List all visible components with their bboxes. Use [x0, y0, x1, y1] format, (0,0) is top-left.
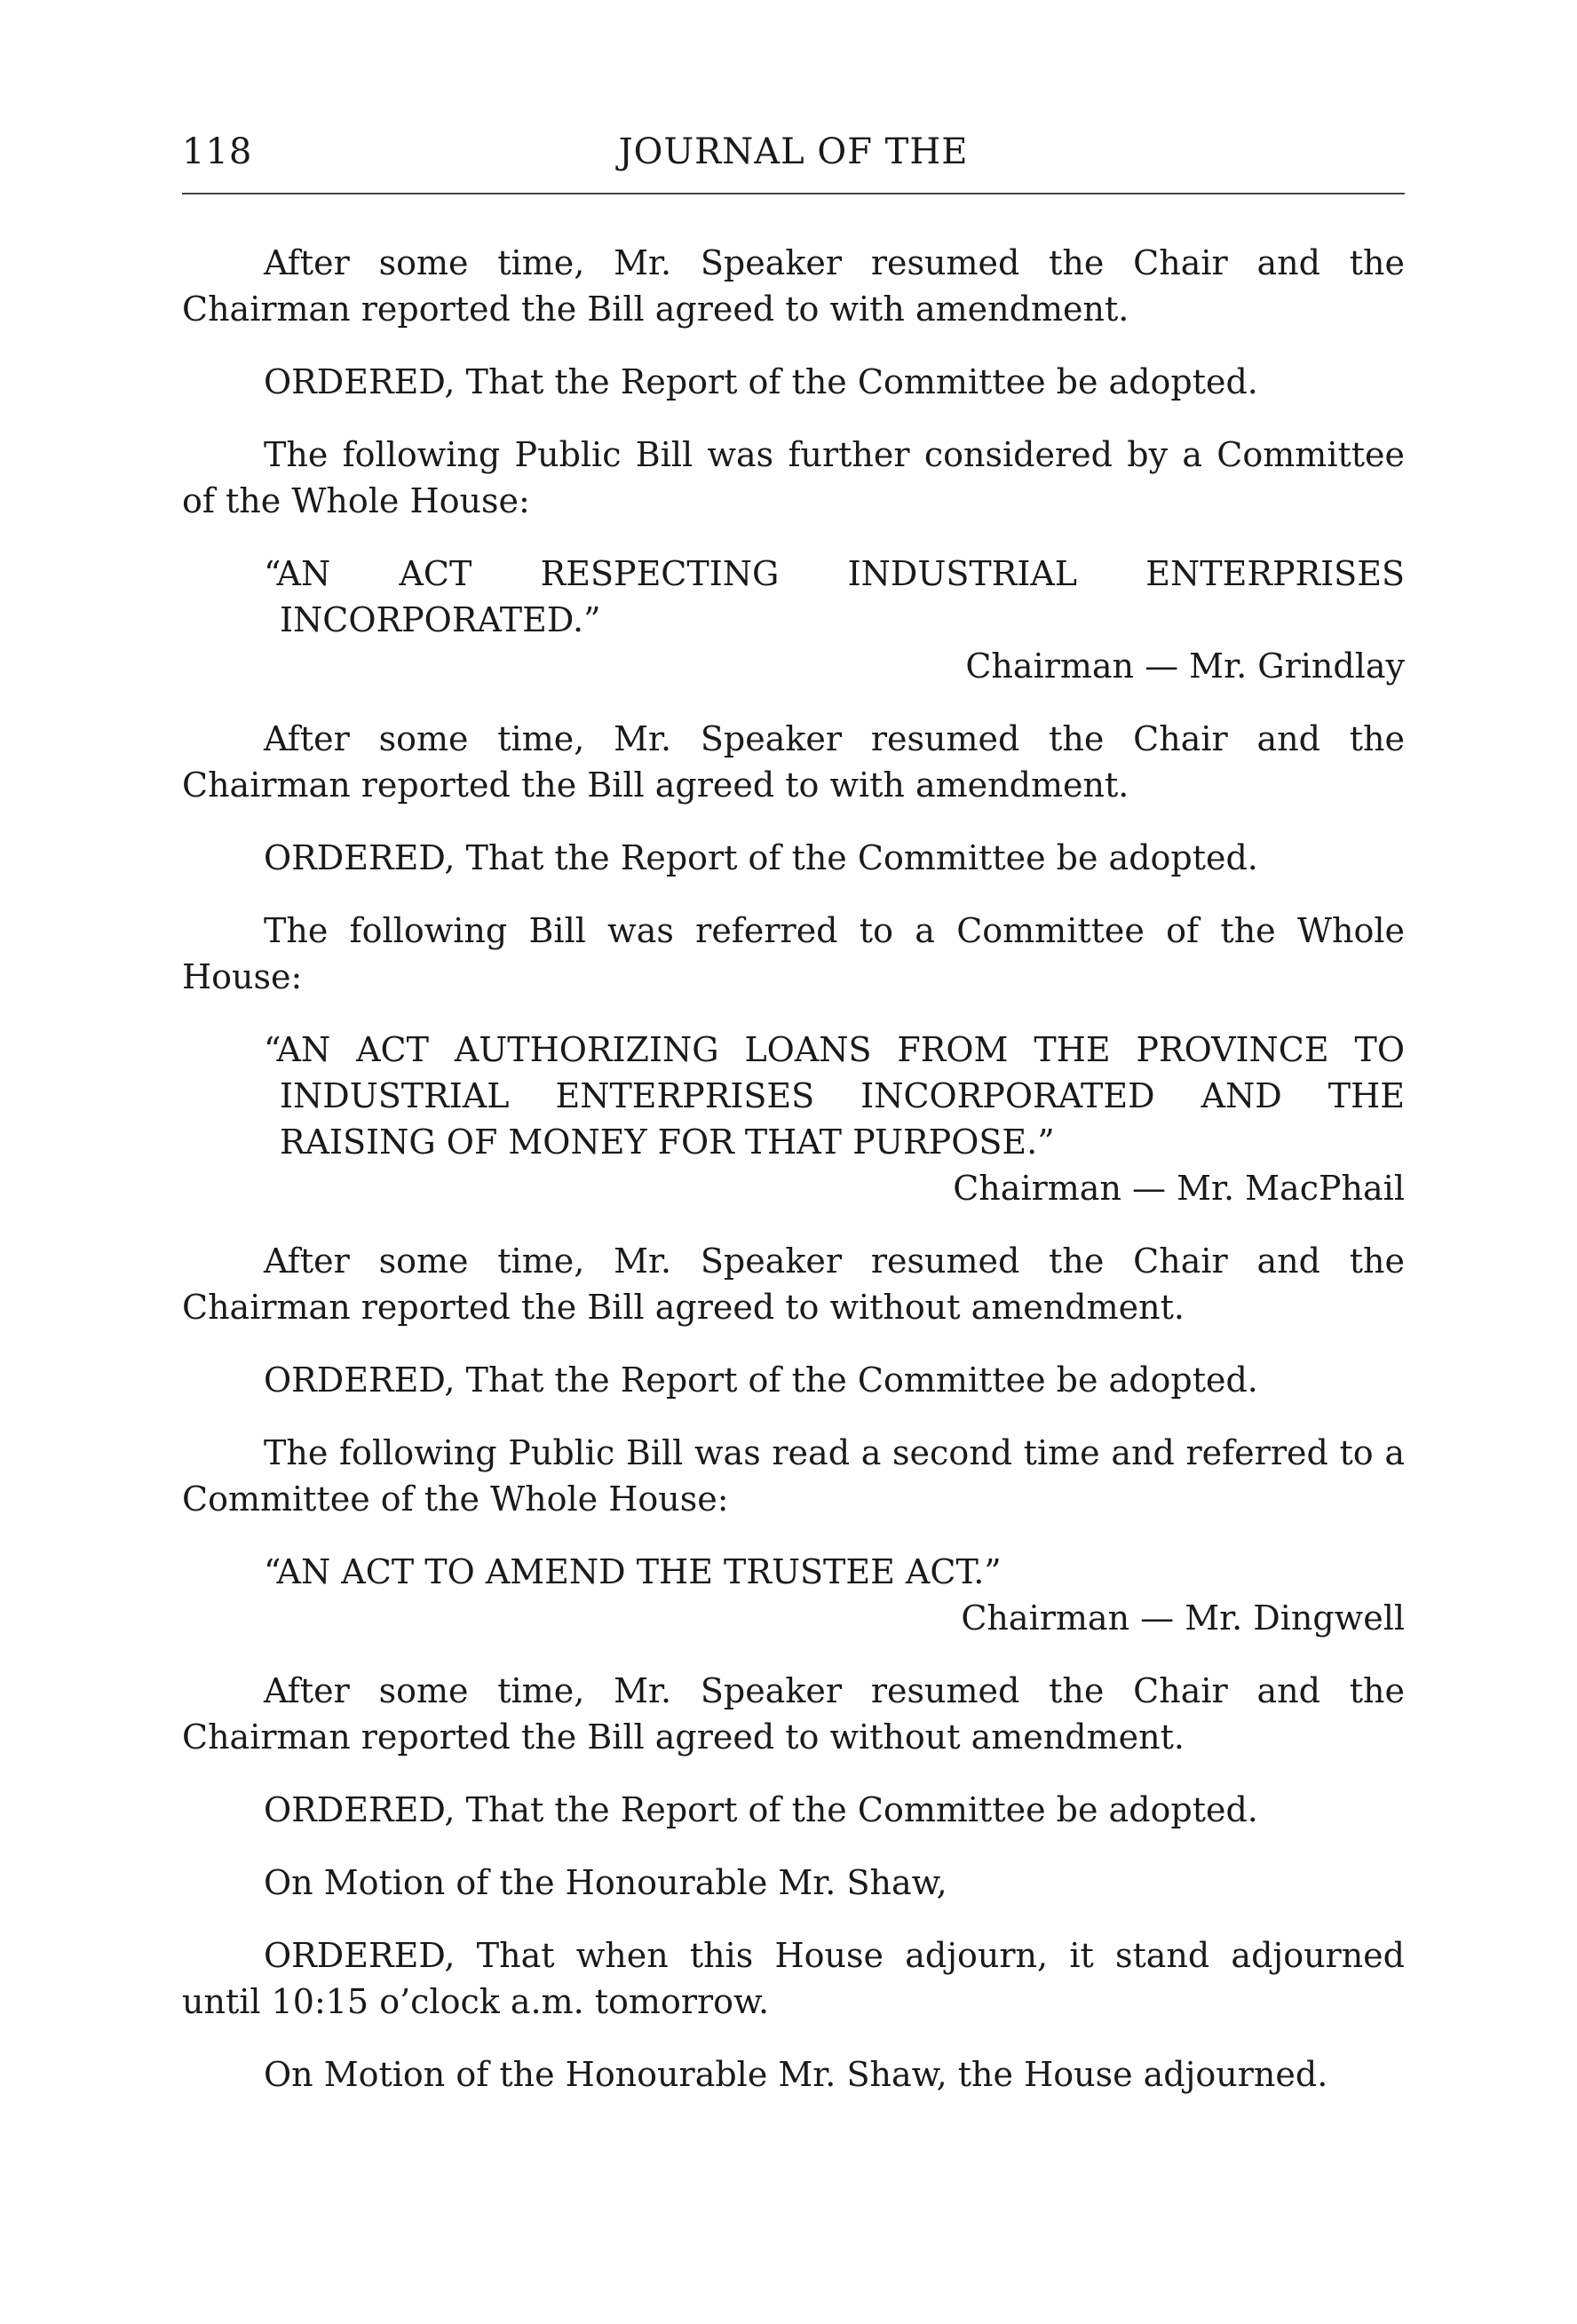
paragraph: ORDERED, That the Report of the Committee be adopted. — [264, 362, 1258, 401]
paragraph: The following Public Bill was read a second time and referred to a Committee of the Whole House: — [182, 1433, 1405, 1519]
page-number: 118 — [182, 131, 253, 172]
running-head: JOURNAL OF THE — [618, 131, 969, 172]
paragraph: After some time, Mr. Speaker resumed the Chair and the Chairman reported the Bill agreed to without amendment. — [182, 1671, 1405, 1757]
paragraph: On Motion of the Honourable Mr. Shaw, the House adjourned. — [264, 2055, 1328, 2094]
bill-title: “AN ACT RESPECTING INDUSTRIAL ENTERPRISES INCORPORATED.” — [264, 554, 1405, 639]
paragraph: After some time, Mr. Speaker resumed the Chair and the Chairman reported the Bill agreed to with amendment. — [182, 719, 1405, 805]
paragraph: The following Public Bill was further considered by a Committee of the Whole House: — [182, 435, 1405, 520]
bill-chairman: Chairman — Mr. Dingwell — [961, 1598, 1405, 1638]
paragraph: After some time, Mr. Speaker resumed the Chair and the Chairman reported the Bill agreed to with amendment. — [182, 243, 1405, 329]
paragraph: ORDERED, That the Report of the Committee be adopted. — [264, 838, 1258, 877]
paragraph: ORDERED, That the Report of the Committee be adopted. — [264, 1790, 1258, 1829]
page-header — [182, 131, 1405, 185]
bill-chairman: Chairman — Mr. Grindlay — [965, 646, 1405, 686]
paragraph: ORDERED, That the Report of the Committee be adopted. — [264, 1360, 1258, 1400]
paragraph: The following Bill was referred to a Committee of the Whole House: — [182, 911, 1405, 996]
header-rule — [182, 193, 1405, 194]
journal-body — [182, 240, 1405, 2124]
bill-title: “AN ACT AUTHORIZING LOANS FROM THE PROVINCE TO INDUSTRIAL ENTERPRISES INCORPORATED AND THE RAISING OF MONEY FOR THAT PURPOSE.” — [264, 1030, 1405, 1162]
bill-title: “AN ACT TO AMEND THE TRUSTEE ACT.” — [264, 1552, 1002, 1591]
paragraph: On Motion of the Honourable Mr. Shaw, — [264, 1863, 947, 1902]
bill-chairman: Chairman — Mr. MacPhail — [953, 1169, 1405, 1208]
paragraph: After some time, Mr. Speaker resumed the Chair and the Chairman reported the Bill agreed to without amendment. — [182, 1241, 1405, 1327]
paragraph: ORDERED, That when this House adjourn, it stand adjourned until 10:15 o’clock a.m. tomorrow. — [182, 1936, 1405, 2021]
